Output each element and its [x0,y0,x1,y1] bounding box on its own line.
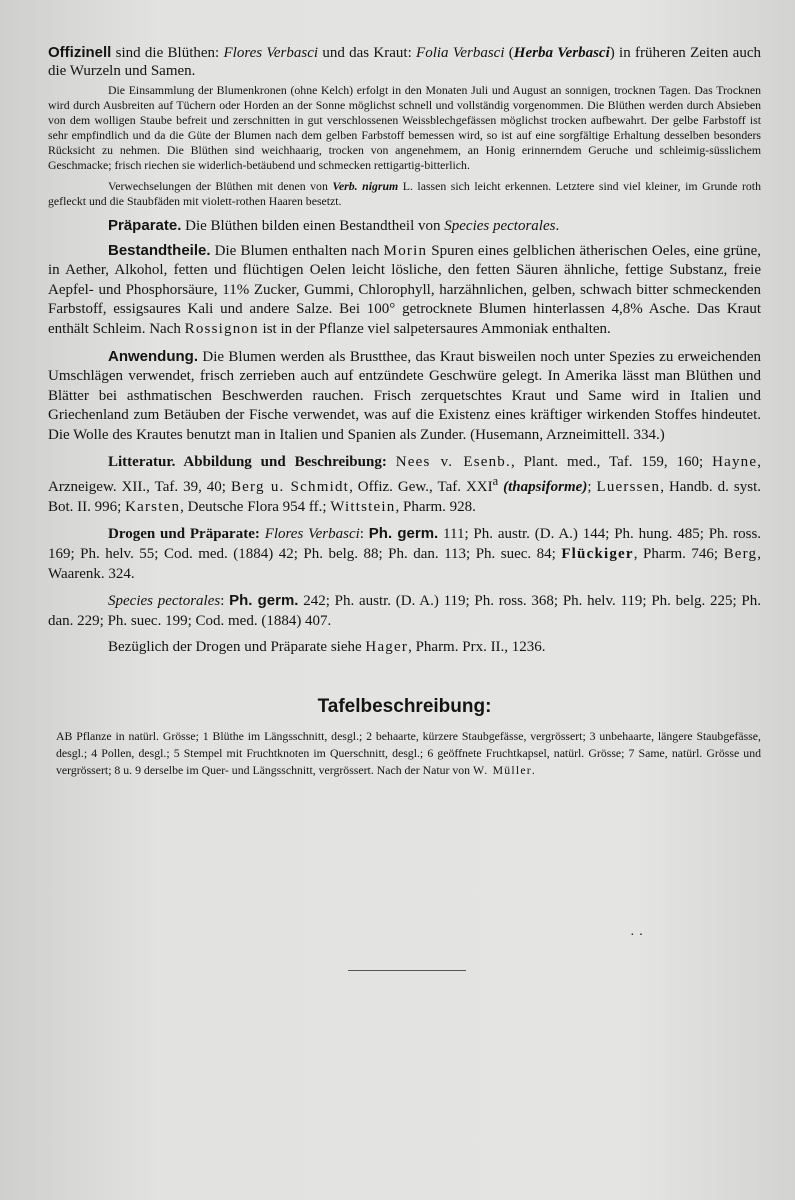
author-name: Husemann [475,426,540,443]
text: , Offiz. Gew., Taf. XXI [349,479,493,496]
text: ) in früheren Zeiten auch die Wurzeln und Samen. [48,45,762,79]
latin-term: Flores Verbasci [259,526,360,543]
confusion-paragraph [48,179,761,209]
author-name: Hager [365,639,409,656]
latin-term: Flores Verbasci [223,45,319,61]
praeparate-heading: Präparate. [108,217,182,234]
text: , Plant. med., Taf. 159, 160; [510,453,713,470]
text: ; [587,479,597,496]
text: , Deutsche Flora 954 ff.; [180,498,331,515]
author-name: Hayne [712,453,758,470]
ink-dots: ·· [630,928,648,943]
author-name: Berg [723,545,758,562]
text: ist in der Pflanze viel salpetersaures Ammoniak enthalten. [258,320,611,337]
text: 111; Ph. austr. (D. A.) 144; Ph. hung. 485; Ph. ross. 169; Ph. helv. 55; Cod. med. (1884) 42; Ph. belg. 88; Ph. dan. 113; Ph. suec. 84; [48,526,762,562]
text: Die Blüthen bilden einen Bestandtheil von [181,218,445,234]
praeparate-paragraph [48,216,761,237]
text: , Pharm. 746; [633,545,724,562]
latin-term: Herba Verbasci [513,45,610,61]
text: 242; Ph. austr. (D. A.) 119; Ph. ross. 368; Ph. helv. 119; Ph. belg. 225; Ph. dan. 229; Ph. suec. 199; Cod. med. (1884) 407. [48,593,761,629]
plate-description-title: Tafelbeschreibung: [317,695,492,717]
text: AB Pflanze in natürl. Grösse; 1 Blüthe im Längsschnitt, desgl.; 2 behaarte, kürzere Staubgefässe, vergrössert; 3 unbehaarte, längere Staubgefässe, desgl.; 4 Pollen, desgl.; 5 Stempel mit Fruchtknoten im Querschnitt, desgl.; 6 geöffnete Fruchtkapsel, natürl. Grösse; 7 Same, natürl. Grösse und vergrössert; 8 u. 9 derselbe im Quer- und Längsschnitt, vergrössert. Nach der Natur von [56,728,761,778]
text: : [359,526,369,543]
collection-paragraph: Die Einsammlung der Blumenkronen (ohne Kelch) erfolgt in den Monaten Juli und August an sonnigen, trocknen Tagen. Das Trocknen wird durch Ausbreiten auf Tüchern oder Horden an der Sonne möglichst schnell und vollständig vorgenommen. Die Blüthen werden durch Absieben von dem wolligen Staube befreit und zerschnitten in gut verschlossenen Weissblechgefässen möglichst trocken aufbewahrt. Der gelbe Farbstoff ist sehr empfindlich und da die Güte der Blumen nach dem gelben Farbstoff bemessen wird, so ist auf eine sorgfältige Erhaltung desselben besonders Rücksicht zu nehmen. Die Blüthen sind weichhaarig, trocken von angenehmem, an Honig erinnerndem Geruche und schleimig-süsslichem Geschmacke; frisch riechen sie widerlich-betäubend und schmecken rettigartig-bitterlich. [48,83,761,172]
text: Die Blumen werden als Brustthee, das Kraut bisweilen noch unter Spezies zu erweichenden Umschlägen verwendet, frisch zerrieben auch auf entzündete Geschwüre gelegt. In Amerika lässt man Blüthen und Blätter bei asthmatischen Beschwerden rauchen. Frisch zerquetschtes Kraut und Same wird in Italien und Griechenland zum Betäuben der Fische verwendet, was auf die Existenz eines kräftiger wirkenden Stoffes hindeutet. Die Wolle des Krautes benutzt man in Italien und Spanien als Zunder. ( [48,348,761,443]
offizinell-heading: Offizinell [48,44,112,61]
text: . [531,763,535,778]
author-name: Berg u. Schmidt [230,479,350,496]
author-name: Wittstein [330,498,396,515]
text: Spuren eines gelblichen ätherischen Oeles, eine grüne, in Aether, Alkohol, fetten und flüchtigen Oelen leicht lösliche, den fetten Säuren ähnliche, fettige Substanz, freie Aepfel- und Phosphorsäure, 11% Zucker, Gummi, Chlorophyll, harzähnlichen, gelben, schwach bitter schmeckenden Farbstoff, essigsaures Kali und andere Salze. Bei 100° getrocknete Blumen hinterlassen 4,8% Asche. Das Kraut enthält Schleim. Nach [48,242,761,337]
text: Die Blumen enthalten nach [210,242,384,259]
text: ( [504,45,514,61]
litteratur-heading: Litteratur. Abbildung und Beschreibung: [108,453,387,470]
text: und das Kraut: [318,45,417,61]
text: sind die Blüthen: [111,45,224,61]
author-name: W. Müller [473,763,532,778]
pharmacopoeia-ref: Ph. germ. [229,592,299,610]
author-name: Rossignon [184,320,259,337]
author-name: Luerssen [596,479,661,496]
author-name: Nees v. Esenb. [395,453,511,470]
text: Verwechselungen der Blüthen mit denen von [108,179,333,193]
drogen-heading: Drogen und Präparate: [108,526,260,543]
latin-term: Species pectorales [444,218,556,234]
text: , Arzneigew. XII., Taf. 39, 40; [48,453,761,496]
superscript: a [492,474,499,489]
text: . [555,218,560,234]
text: , Pharm. Prx. II., 1236. [408,639,546,656]
pharmacopoeia-ref: Ph. germ. [368,525,439,543]
latin-term: Species pectorales [108,593,221,610]
latin-term: (thapsiforme) [498,479,588,496]
author-name: Flückiger [561,545,634,562]
text: , Arzneimittell. 334.) [539,426,665,443]
text: , Pharm. 928. [395,498,476,515]
bestandtheile-paragraph [48,241,761,340]
author-name: Morin [383,242,428,259]
bestandtheile-heading: Bestandtheile. [108,241,211,259]
text: : [220,593,230,610]
latin-term: Verb. nigrum [332,179,399,193]
text: , Handb. d. syst. Bot. II. 996; [48,479,761,515]
text: , Waarenk. 324. [48,545,761,582]
plate-description-text [48,728,761,780]
species-paragraph [48,591,761,631]
anwendung-paragraph [48,347,761,446]
drogen-paragraph [48,524,761,584]
latin-term: Folia Verbasci [416,45,505,61]
end-rule [348,970,466,971]
text: Bezüglich der Drogen und Präparate siehe [108,639,366,656]
bezueglich-paragraph [48,638,761,658]
text: L. lassen sich leicht erkennen. Letztere sind viel kleiner, im Grunde roth gefleckt und die Staubfäden mit violett-rothen Haaren besetzt. [48,179,761,208]
anwendung-heading: Anwendung. [108,347,198,365]
author-name: Karsten [125,498,181,515]
litteratur-paragraph [48,453,761,518]
offizinell-paragraph [48,44,761,80]
